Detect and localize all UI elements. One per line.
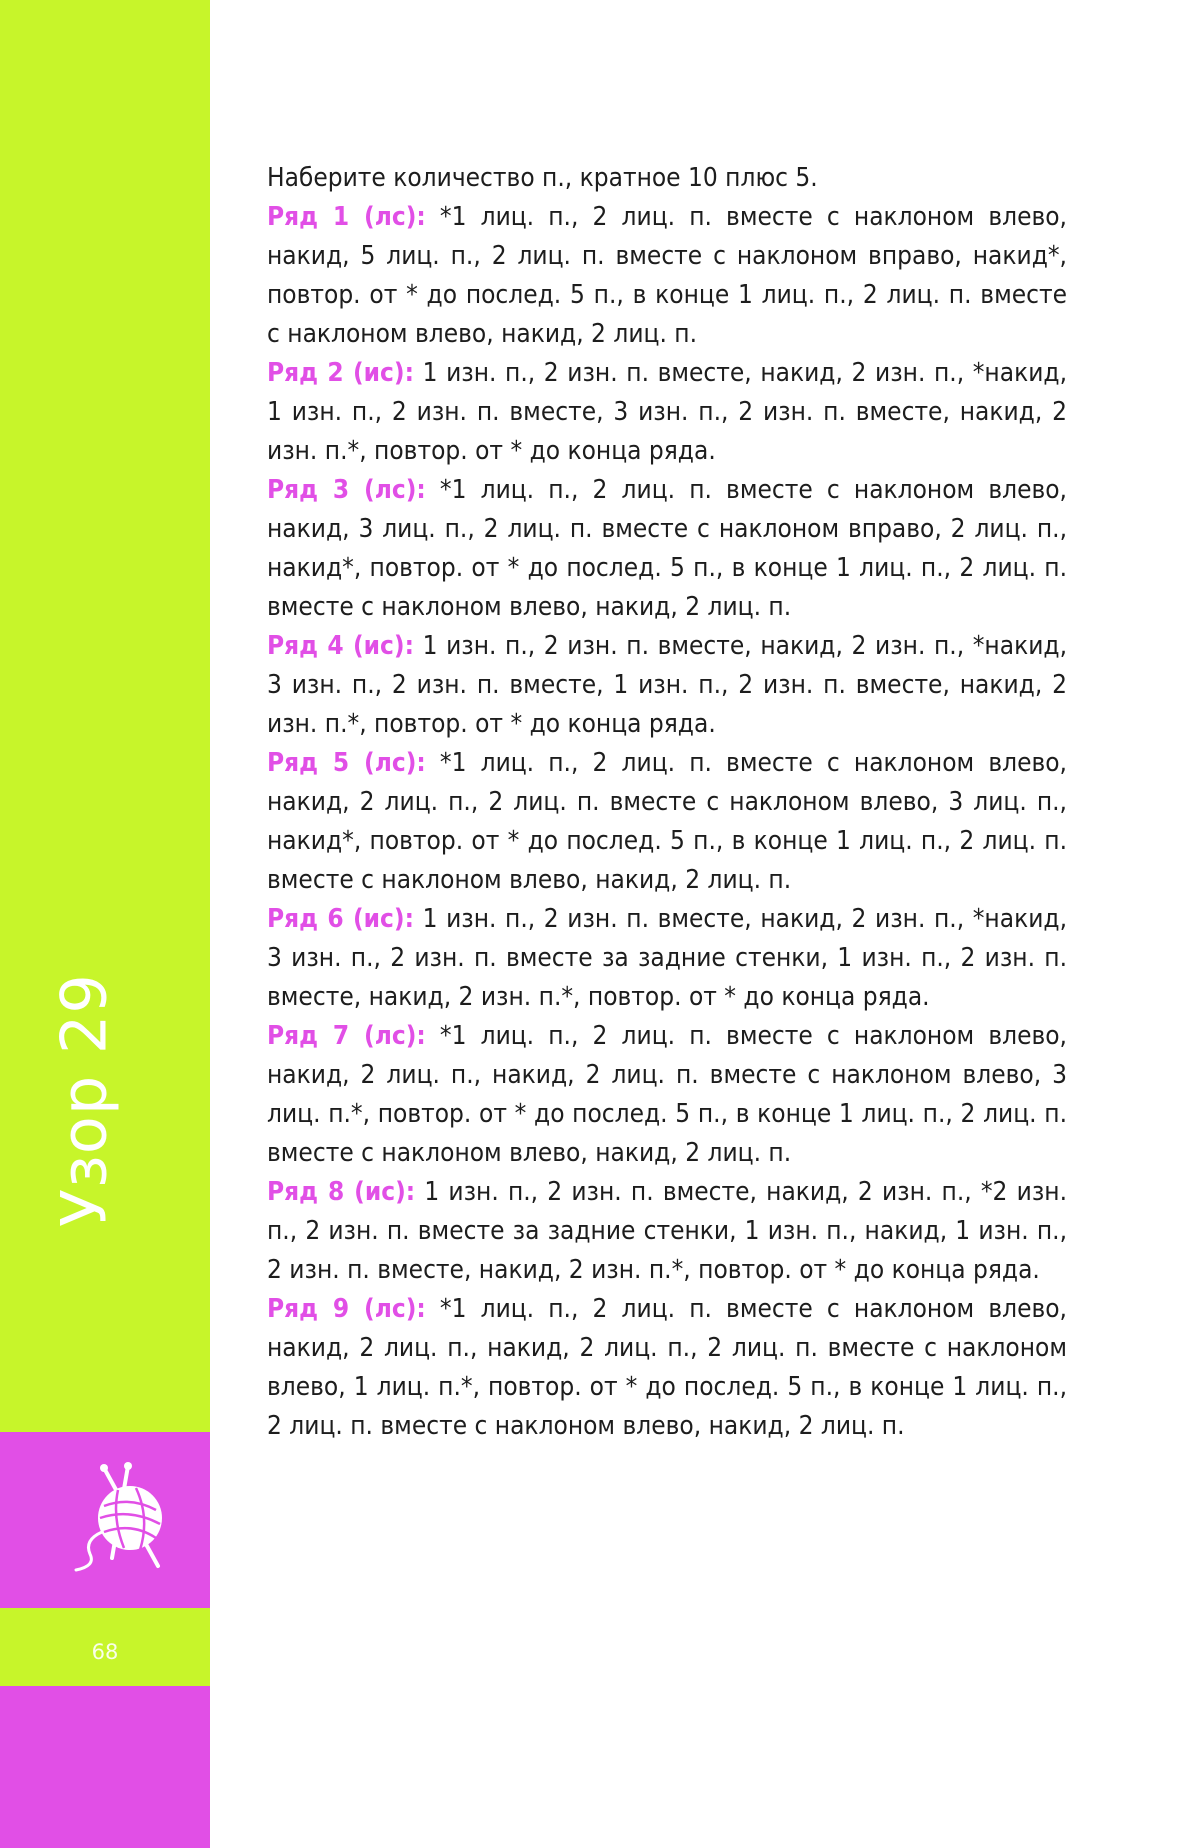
row-text: 1 изн. п., 2 изн. п. вместе, накид, 2 изн. п., *накид, 1 изн. п., 2 изн. п. вместе, 3 изн. п., 2 изн. п. вместе, накид, 2 изн. п.*, повтор. от * до конца ряда. — [267, 358, 1067, 466]
pattern-instructions — [267, 159, 1067, 1446]
row-text: *1 лиц. п., 2 лиц. п. вместе с наклоном влево, накид, 5 лиц. п., 2 лиц. п. вместе с наклоном вправо, накид*, повтор. от * до послед. 5 п., в конце 1 лиц. п., 2 лиц. п. вместе с наклоном влево, накид, 2 лиц. п. — [267, 202, 1067, 349]
intro-text: Наберите количество п., кратное 10 плюс 5. — [267, 163, 818, 193]
row-instruction-6 — [267, 900, 1067, 1017]
row-instruction-2 — [267, 354, 1067, 471]
row-text: 1 изн. п., 2 изн. п. вместе, накид, 2 изн. п., *накид, 3 изн. п., 2 изн. п. вместе за задние стенки, 1 изн. п., 2 изн. п. вместе, накид, 2 изн. п.*, повтор. от * до конца ряда. — [267, 904, 1067, 1012]
row-text: 1 изн. п., 2 изн. п. вместе, накид, 2 изн. п., *2 изн. п., 2 изн. п. вместе за задние стенки, 1 изн. п., накид, 1 изн. п., 2 изн. п. вместе, накид, 2 изн. п.*, повтор. от * до конца ряда. — [267, 1177, 1067, 1285]
row-text: 1 изн. п., 2 изн. п. вместе, накид, 2 изн. п., *накид, 3 изн. п., 2 изн. п. вместе, 1 изн. п., 2 изн. п. вместе, накид, 2 изн. п.*, повтор. от * до конца ряда. — [267, 631, 1067, 739]
row-instruction-4 — [267, 627, 1067, 744]
row-label: Ряд 2 (ис): — [267, 358, 414, 388]
page-number: 68 — [91, 1640, 119, 1664]
row-instruction-3 — [267, 471, 1067, 627]
row-text: *1 лиц. п., 2 лиц. п. вместе с наклоном влево, накид, 3 лиц. п., 2 лиц. п. вместе с наклоном вправо, 2 лиц. п., накид*, повтор. от * до послед. 5 п., в конце 1 лиц. п., 2 лиц. п. вместе с наклоном влево, накид, 2 лиц. п. — [267, 475, 1067, 622]
row-label: Ряд 4 (ис): — [267, 631, 414, 661]
pattern-title-text: Узор 29 — [47, 973, 121, 1227]
row-text: *1 лиц. п., 2 лиц. п. вместе с наклоном влево, накид, 2 лиц. п., накид, 2 лиц. п. вместе с наклоном влево, 3 лиц. п.*, повтор. от * до послед. 5 п., в конце 1 лиц. п., 2 лиц. п. вместе с наклоном влево, накид, 2 лиц. п. — [267, 1021, 1067, 1168]
yarn-ball-with-needles-icon — [62, 1458, 182, 1578]
row-instruction-9 — [267, 1290, 1067, 1446]
row-label: Ряд 7 (лс): — [267, 1021, 426, 1051]
sidebar-magenta-bottom — [0, 1686, 210, 1848]
row-instruction-5 — [267, 744, 1067, 900]
row-label: Ряд 1 (лс): — [267, 202, 426, 232]
row-label: Ряд 6 (ис): — [267, 904, 414, 934]
row-label: Ряд 3 (лс): — [267, 475, 426, 505]
row-label: Ряд 9 (лс): — [267, 1294, 426, 1324]
row-label: Ряд 8 (ис): — [267, 1177, 416, 1207]
row-instruction-7 — [267, 1017, 1067, 1173]
row-text: *1 лиц. п., 2 лиц. п. вместе с наклоном влево, накид, 2 лиц. п., накид, 2 лиц. п., 2 лиц. п. вместе с наклоном влево, 1 лиц. п.*, повтор. от * до послед. 5 п., в конце 1 лиц. п., 2 лиц. п. вместе с наклоном влево, накид, 2 лиц. п. — [267, 1294, 1067, 1441]
row-text: *1 лиц. п., 2 лиц. п. вместе с наклоном влево, накид, 2 лиц. п., 2 лиц. п. вместе с наклоном влево, 3 лиц. п., накид*, повтор. от * до послед. 5 п., в конце 1 лиц. п., 2 лиц. п. вместе с наклоном влево, накид, 2 лиц. п. — [267, 748, 1067, 895]
row-instruction-1 — [267, 198, 1067, 354]
row-label: Ряд 5 (лс): — [267, 748, 426, 778]
row-instruction-8 — [267, 1173, 1067, 1290]
